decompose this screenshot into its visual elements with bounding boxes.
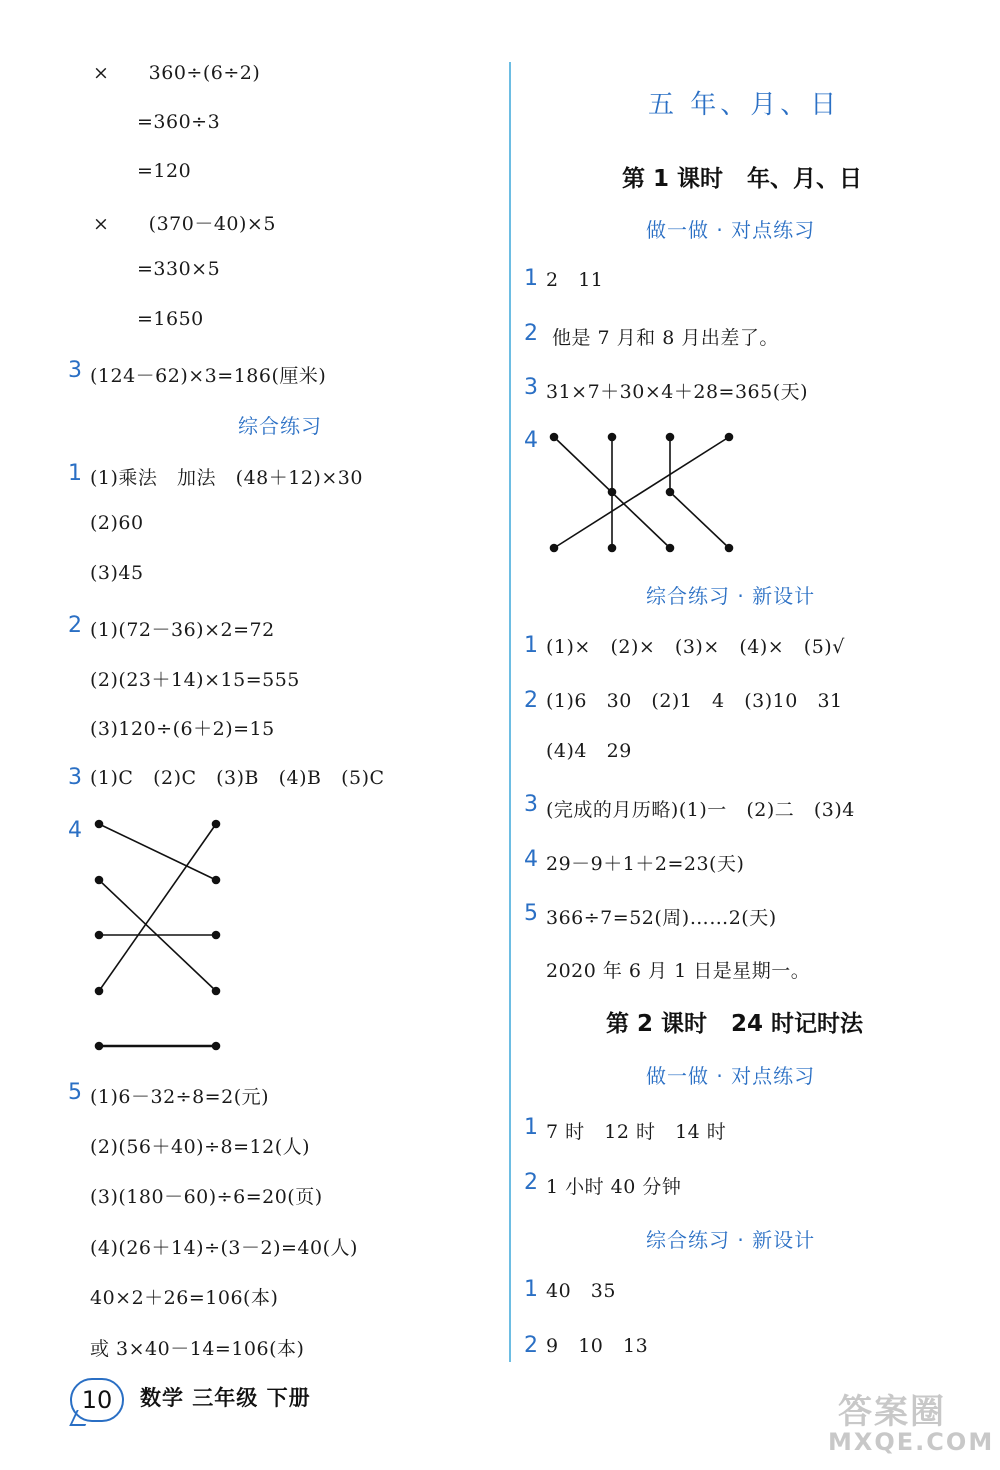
answer-line: 他是 7 月和 8 月出差了。: [552, 327, 779, 349]
answer-line: 2 11: [546, 269, 604, 291]
question-number: 1: [524, 633, 538, 658]
answer-line: (2)60: [90, 512, 144, 534]
answer-line: (3)(180－60)÷6=20(页): [90, 1186, 323, 1208]
answer-line: (1)(72－36)×2=72: [90, 619, 275, 641]
answer-line: (3)120÷(6＋2)=15: [90, 718, 275, 740]
answer-line: (1)C (2)C (3)B (4)B (5)C: [90, 767, 385, 789]
matching-diagram-right: [0, 0, 800, 600]
answer-line: (1)6 30 (2)1 4 (3)10 31: [546, 690, 843, 712]
page-number: 10: [70, 1378, 124, 1422]
answer-line: 7 时 12 时 14 时: [546, 1121, 727, 1143]
answer-line: (1)× (2)× (3)× (4)× (5)√: [546, 636, 845, 658]
answer-line: 40×2＋26=106(本): [90, 1287, 279, 1309]
lesson-title: 第 1 课时 年、月、日: [622, 166, 863, 192]
watermark-url: MXQE.COM: [828, 1428, 995, 1456]
question-number: 3: [524, 375, 538, 400]
calc-line: × (370－40)×5: [93, 213, 276, 235]
answer-line: (4)4 29: [546, 740, 632, 762]
section-heading: 做一做 · 对点练习: [646, 218, 816, 242]
question-number: 2: [524, 321, 538, 346]
answer-line: (1)6－32÷8=2(元): [90, 1086, 270, 1108]
answer-line: (2)(56＋40)÷8=12(人): [90, 1136, 311, 1158]
answer-line: (4)(26＋14)÷(3－2)=40(人): [90, 1237, 358, 1259]
answer-line: (完成的月历略)(1)一 (2)二 (3)4: [546, 799, 855, 821]
question-number: 4: [68, 818, 82, 843]
question-number: 1: [524, 1115, 538, 1140]
question-number: 2: [524, 1333, 538, 1358]
question-number: 3: [68, 358, 82, 383]
question-number: 4: [524, 847, 538, 872]
calc-line: × 360÷(6÷2): [93, 62, 261, 84]
calc-line: =1650: [137, 308, 204, 330]
section-heading: 做一做 · 对点练习: [646, 1064, 816, 1088]
watermark-logo: 答案圈: [838, 1392, 946, 1432]
answer-line: (2)(23＋14)×15=555: [90, 669, 300, 691]
question-number: 2: [524, 688, 538, 713]
calc-line: =330×5: [137, 258, 221, 280]
question-number: 5: [524, 901, 538, 926]
answer-line: 31×7＋30×4＋28=365(天): [546, 381, 809, 403]
section-heading: 综合练习 · 新设计: [646, 1228, 816, 1252]
answer-line: (3)45: [90, 562, 144, 584]
answer-line: (1)乘法 加法 (48＋12)×30: [90, 467, 363, 489]
answer-line: 或 3×40－14=106(本): [90, 1338, 305, 1360]
question-number: 4: [524, 428, 538, 453]
section-heading: 综合练习 · 新设计: [646, 584, 816, 608]
question-number: 3: [68, 765, 82, 790]
question-number: 5: [68, 1080, 82, 1105]
lesson-title: 第 2 课时 24 时记时法: [606, 1011, 864, 1037]
question-number: 1: [524, 1277, 538, 1302]
calc-line: =120: [137, 160, 192, 182]
answer-line: 1 小时 40 分钟: [546, 1176, 682, 1198]
calc-line: =360÷3: [137, 111, 221, 133]
question-number: 2: [524, 1170, 538, 1195]
question-number: 2: [68, 613, 82, 638]
answer-line: 2020 年 6 月 1 日是星期一。: [546, 960, 811, 982]
question-number: 3: [524, 792, 538, 817]
answer-line: 29－9＋1＋2=23(天): [546, 853, 745, 875]
question-number: 1: [68, 461, 82, 486]
answer-line: 40 35: [546, 1280, 616, 1302]
book-title: 数学 三年级 下册: [140, 1386, 311, 1410]
question-number: 1: [524, 266, 538, 291]
unit-title: 五 年、月、日: [648, 90, 841, 120]
answer-line: 9 10 13: [546, 1335, 649, 1357]
answer-line: 366÷7=52(周)……2(天): [546, 907, 777, 929]
answer-line: (124－62)×3=186(厘米): [90, 365, 327, 387]
section-heading: 综合练习: [238, 414, 322, 438]
